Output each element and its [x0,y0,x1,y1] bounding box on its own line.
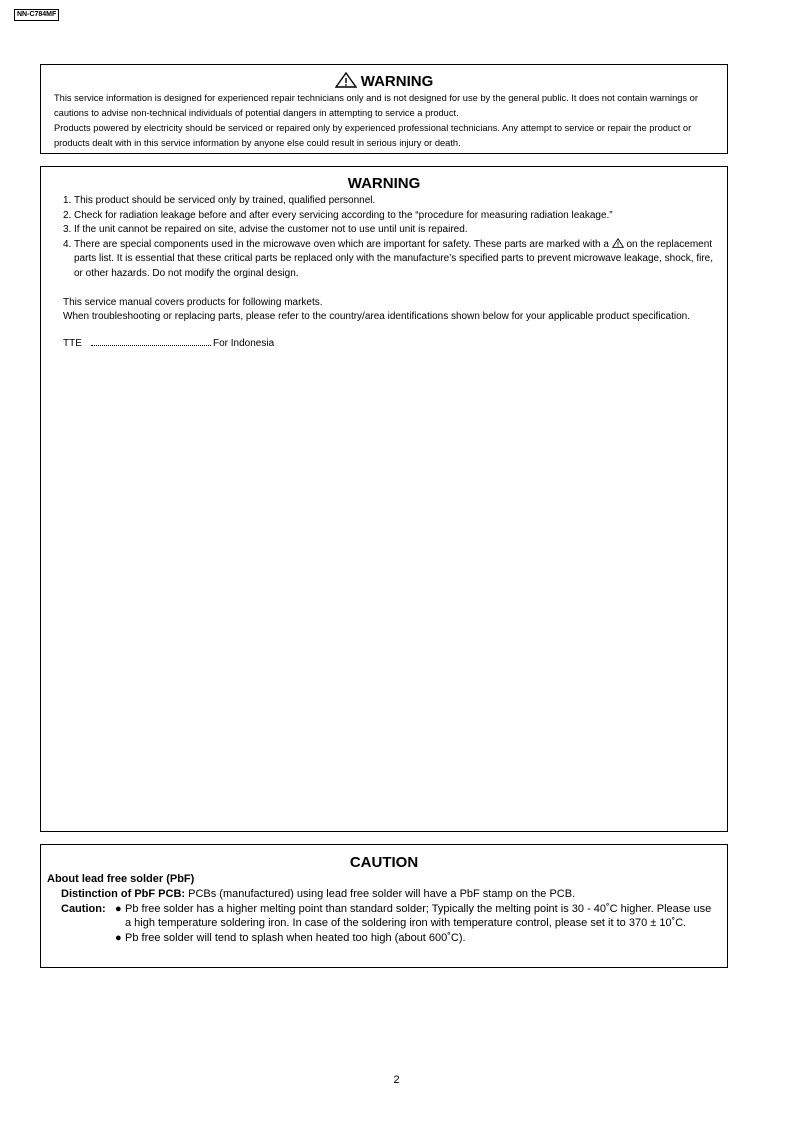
general-warning-title [41,72,727,91]
list-item: 2. Check for radiation leakage before and after every servicing according to the “procedure for measuring radiation leakage.” [63,209,613,221]
list-item: ● Pb free solder will tend to splash when heated too high (about 600˚C). [115,931,466,944]
caution-bullets [115,902,727,946]
caution-label: Caution: [61,902,106,915]
distinction-text: PCBs (manufactured) using lead free solder will have a PbF stamp on the PCB. [188,888,576,900]
caution-subtitle: About lead free solder (PbF) [47,873,195,885]
service-warning-box [40,166,728,832]
list-item: 1. This product should be serviced only by trained, qualified personnel. [63,195,376,206]
safety-mark-icon [612,238,624,248]
distinction-label: Distinction of PbF PCB: [61,888,186,900]
bullet-icon: ● [115,931,122,944]
market-name: For Indonesia [213,337,275,349]
item4-text-before: There are special components used in the microwave oven which are important for safety. These parts are marked with a [74,238,609,250]
list-item: 4. There are special components used in the microwave oven which are important for safety. These parts are marked with a on the replacement parts list. It is essential that these critical parts be replaced only with the manufacture’s specified parts to prevent microwave leakage, shock, fire, or other hazards. Do not modify the orginal design. [63,238,714,279]
service-warning-list [41,193,727,282]
bullet-icon: ● [115,902,122,915]
general-warning-box [40,64,728,154]
list-item: ● Pb free solder has a higher melting point than standard solder; Typically the melting point is 30 - 40˚C higher. Please use a high temperature soldering iron. In case of the soldering iron with temperature control, please set it to 370 ± 10˚C. [115,902,712,929]
dot-leader [91,336,211,346]
general-warning-title-text: WARNING [360,73,434,90]
market-code: TTE [63,337,82,349]
markets-note: This service manual covers products for following markets. When troubleshooting or replacing parts, please refer to the country/area identifications shown below for your applicable product specification. [63,296,691,323]
service-warning-title: WARNING [347,175,421,192]
model-number-tag: NN-C784MF [14,9,59,21]
list-item: 3. If the unit cannot be repaired on site, advise the customer not to use until unit is repaired. [63,224,468,236]
general-warning-paragraph-2: Products powered by electricity should be serviced or repaired only by experienced professional technicians. Any attempt to service or repair the product or products dealt with in this service information by anyone else could result in serious injury or death. [54,123,692,148]
caution-details [41,902,727,946]
page-number: 2 [393,1074,400,1086]
item4-text-after: on the replacement parts list. It is essential that these critical parts be replaced only with the manufacture’s specified parts to prevent microwave leakage, shock, fire, or other hazards. Do not modify the orginal design. [74,238,714,279]
general-warning-paragraph-1: This service information is designed for experienced repair technicians only and is not designed for use by the general public. It does not contain warnings or cautions to advise non-technical individuals of potential dangers in attempting to service a product. [54,93,698,118]
pbf-distinction [41,887,727,902]
caution-title: CAUTION [349,854,419,871]
market-entry [41,325,727,351]
caution-box [40,844,728,968]
warning-triangle-icon [335,72,357,88]
